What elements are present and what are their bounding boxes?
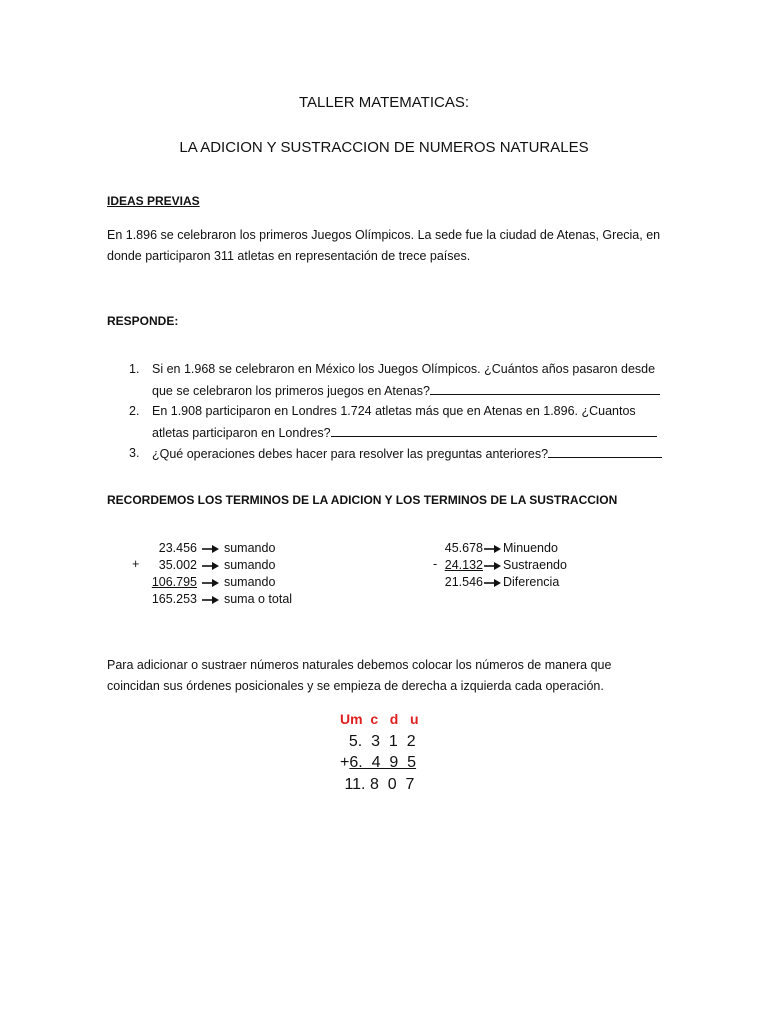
terms-heading: RECORDEMOS LOS TERMINOS DE LA ADICION Y LOS TERMINOS DE LA SUSTRACCION [107, 493, 618, 507]
difference-value: 21.546 [444, 575, 483, 589]
term-label: suma o total [223, 592, 293, 606]
subtraction-row [430, 540, 630, 557]
question-number: 3. [129, 446, 140, 460]
answer-blank[interactable] [331, 422, 657, 437]
arrow-right-icon [483, 578, 503, 588]
arrow-right-icon [483, 561, 503, 571]
arrow-right-icon [200, 578, 220, 588]
question-number: 1. [129, 362, 140, 376]
arrow-right-icon [200, 544, 220, 554]
arrow-right-icon [200, 595, 220, 605]
question-item [107, 443, 667, 465]
subtraction-row [430, 574, 630, 591]
addition-terms [130, 540, 350, 608]
question-text: Si en 1.968 se celebraron en México los Juegos Olímpicos. ¿Cuántos años pasaron desde que se celebraron los primeros juegos en Atenas? [152, 362, 656, 398]
arrow-right-icon [483, 544, 503, 554]
respond-heading: RESPONDE: [107, 314, 179, 328]
example-first-addend: 5. 3 1 2 [340, 732, 416, 750]
term-label: sumando [223, 558, 276, 572]
term-label: sumando [223, 575, 276, 589]
question-item [107, 359, 667, 401]
term-label: Minuendo [503, 541, 558, 555]
ideas-heading: IDEAS PREVIAS [107, 194, 200, 208]
addend-value: 35.002 [158, 558, 197, 572]
example-result: 11. 8 0 7 [340, 775, 415, 793]
addition-row [130, 574, 350, 591]
answer-blank[interactable] [548, 443, 662, 458]
addend-value: 23.456 [158, 541, 197, 555]
arrow-right-icon [200, 561, 220, 571]
addition-row [130, 557, 350, 574]
term-label: Diferencia [503, 575, 560, 589]
minuend-value: 45.678 [444, 541, 483, 555]
example-second-addend: 6. 4 9 5 [349, 754, 417, 771]
minus-sign: - [433, 557, 438, 571]
question-number: 2. [129, 404, 140, 418]
question-text: ¿Qué operaciones debes hacer para resolver las preguntas anteriores? [152, 447, 549, 461]
example-second-row [340, 752, 419, 774]
subtrahend-value: 24.132 [444, 558, 483, 572]
ideas-paragraph: En 1.896 se celebraron los primeros Juegos Olímpicos. La sede fue la ciudad de Atenas, Grecia, en donde participaron 311 atletas en representación de trece países. [107, 228, 661, 263]
question-list [107, 359, 667, 465]
question-text: En 1.908 participaron en Londres 1.724 atletas más que en Atenas en 1.896. ¿Cuantos atletas participaron en Londres? [152, 404, 636, 440]
place-value-header: Um c d u [340, 711, 419, 727]
answer-blank[interactable] [430, 380, 660, 395]
subtraction-terms [430, 540, 630, 591]
addend-value: 106.795 [151, 575, 197, 589]
plus-sign: + [340, 754, 350, 771]
addition-row [130, 540, 350, 557]
term-label: Sustraendo [503, 558, 567, 572]
subtraction-row [430, 557, 630, 574]
instruction-paragraph: Para adicionar o sustraer números naturales debemos colocar los números de manera que coincidan sus órdenes posicionales y se empieza de derecha a izquierda cada operación. [107, 658, 612, 693]
addition-row [130, 591, 350, 608]
place-value-example [340, 709, 419, 795]
plus-sign: + [132, 557, 140, 571]
term-label: sumando [223, 541, 276, 555]
document-title: TALLER MATEMATICAS: [298, 94, 470, 111]
document-subtitle: LA ADICION Y SUSTRACCION DE NUMEROS NATURALES [179, 139, 589, 156]
sum-value: 165.253 [151, 592, 197, 606]
question-item [107, 401, 667, 443]
